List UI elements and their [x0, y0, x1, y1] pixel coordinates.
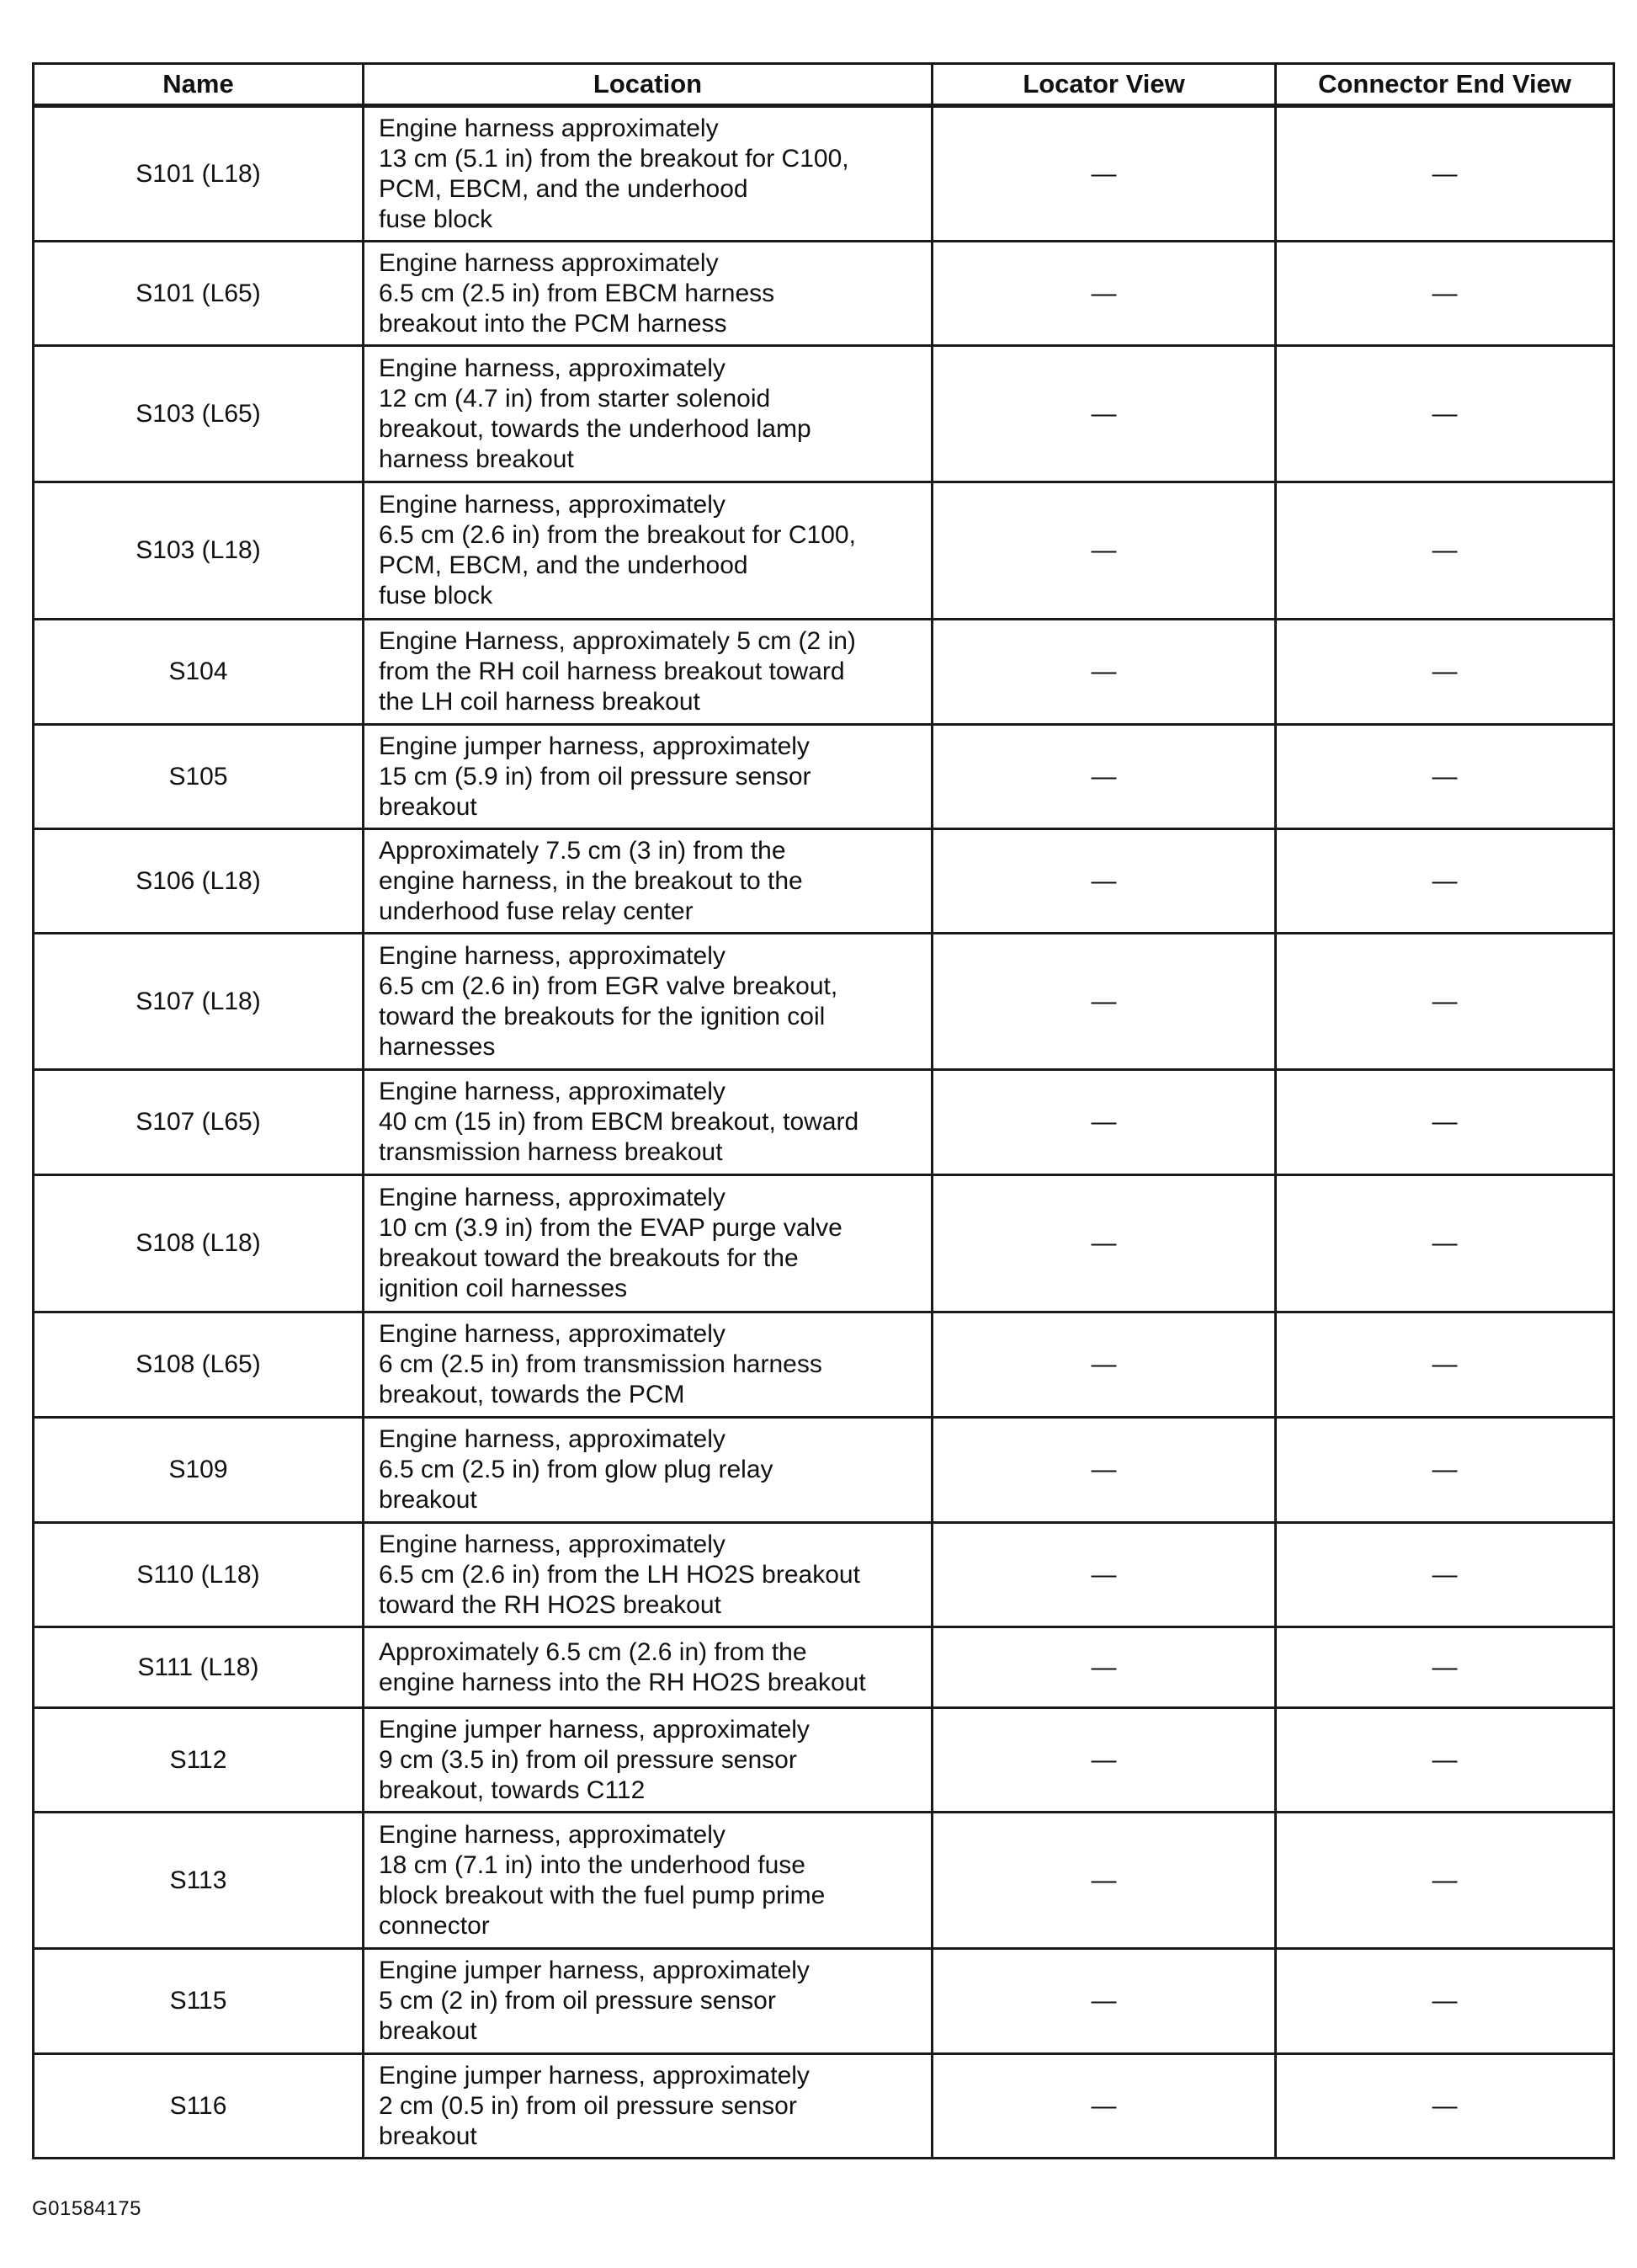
- locator-view-value-cell: [933, 242, 1276, 346]
- locator-view-value-cell: [933, 725, 1276, 829]
- connector-end-view-value-cell: [1276, 2054, 1614, 2159]
- connector-end-view-value-cell: [1276, 1708, 1614, 1813]
- connector-end-view-value: —: [1432, 2091, 1458, 2120]
- locator-view-value: —: [1091, 1866, 1117, 1894]
- table-row: [34, 242, 1614, 346]
- splice-name-cell: [34, 1175, 364, 1312]
- splice-name: S109: [168, 1456, 228, 1483]
- splice-name-cell: [34, 1708, 364, 1813]
- connector-end-view-value-cell: [1276, 242, 1614, 346]
- locator-view-value-cell: [933, 1708, 1276, 1813]
- splice-name-cell: [34, 1523, 364, 1627]
- splice-name: S103 (L18): [136, 536, 261, 564]
- connector-end-view-value-cell: [1276, 829, 1614, 934]
- splice-location: Engine harness, approximately 6.5 cm (2.5 in) from glow plug relay breakout: [379, 1425, 773, 1514]
- splice-name-cell: [34, 829, 364, 934]
- connector-end-view-value: —: [1432, 279, 1458, 307]
- table-row: [34, 620, 1614, 725]
- splice-name: S107 (L65): [136, 1108, 261, 1136]
- splice-location: Engine Harness, approximately 5 cm (2 in) from the RH coil harness breakout toward the LH coil harness breakout: [379, 627, 856, 716]
- splice-location-cell: [364, 1418, 933, 1523]
- locator-view-value: —: [1091, 1560, 1117, 1589]
- locator-view-value-cell: [933, 829, 1276, 934]
- locator-view-value-cell: [933, 1627, 1276, 1708]
- splice-location-cell: [364, 106, 933, 242]
- locator-view-value: —: [1091, 2091, 1117, 2120]
- splice-name: S110 (L18): [136, 1560, 260, 1589]
- locator-view-value: —: [1091, 1745, 1117, 1774]
- connector-end-view-value: —: [1432, 866, 1458, 895]
- locator-view-value-cell: [933, 1418, 1276, 1523]
- connector-end-view-value: —: [1432, 1350, 1458, 1378]
- locator-view-value: —: [1091, 658, 1117, 685]
- splice-location: Engine harness, approximately 40 cm (15 in) from EBCM breakout, toward transmission harness breakout: [379, 1078, 859, 1166]
- header-location: Location: [364, 64, 933, 106]
- splice-name: S101 (L65): [136, 279, 261, 307]
- connector-end-view-value: —: [1432, 1866, 1458, 1894]
- connector-end-view-value: —: [1432, 1745, 1458, 1774]
- locator-view-value-cell: [933, 1949, 1276, 2054]
- splice-name: S101 (L18): [136, 159, 261, 188]
- splice-location-cell: [364, 2054, 933, 2159]
- splice-location-cell: [364, 620, 933, 725]
- splice-location: Engine harness approximately 6.5 cm (2.5 in) from EBCM harness breakout into the PCM harness: [379, 248, 775, 338]
- locator-view-value: —: [1091, 1229, 1117, 1257]
- splice-name: S116: [169, 2091, 227, 2120]
- table-row: [34, 1312, 1614, 1418]
- connector-end-view-value-cell: [1276, 725, 1614, 829]
- splice-location: Engine harness, approximately 6.5 cm (2.6 in) from EGR valve breakout, toward the breakouts for the ignition coil harnesses: [379, 941, 838, 1061]
- connector-end-view-value-cell: [1276, 1418, 1614, 1523]
- connector-end-view-value: —: [1432, 762, 1458, 791]
- splice-location-cell: [364, 242, 933, 346]
- splice-location-table: [32, 62, 1615, 2159]
- locator-view-value-cell: [933, 1070, 1276, 1175]
- table-row: [34, 1708, 1614, 1813]
- splice-location: Engine harness, approximately 6.5 cm (2.6 in) from the breakout for C100, PCM, EBCM, and the underhood fuse block: [379, 491, 856, 610]
- locator-view-value: —: [1091, 987, 1117, 1015]
- splice-location: Engine harness, approximately 6 cm (2.5 in) from transmission harness breakout, towards the PCM: [379, 1320, 822, 1408]
- splice-location-cell: [364, 482, 933, 620]
- table-row: [34, 1523, 1614, 1627]
- table-row: [34, 1175, 1614, 1312]
- splice-location: Engine harness, approximately 10 cm (3.9 in) from the EVAP purge valve breakout toward the breakouts for the ignition coil harnesses: [379, 1184, 842, 1302]
- splice-location: Approximately 7.5 cm (3 in) from the engine harness, in the breakout to the underhood fuse relay center: [379, 836, 803, 925]
- connector-end-view-value-cell: [1276, 1175, 1614, 1312]
- locator-view-value: —: [1091, 1987, 1117, 2015]
- connector-end-view-value: —: [1432, 1108, 1458, 1136]
- splice-location-cell: [364, 1523, 933, 1627]
- connector-end-view-value: —: [1432, 1560, 1458, 1589]
- table-row: [34, 346, 1614, 482]
- table-row: [34, 1070, 1614, 1175]
- locator-view-value: —: [1091, 1108, 1117, 1136]
- splice-location: Engine jumper harness, approximately 5 cm (2 in) from oil pressure sensor breakout: [379, 1957, 810, 2045]
- splice-location-cell: [364, 1708, 933, 1813]
- splice-location: Engine jumper harness, approximately 15 cm (5.9 in) from oil pressure sensor breakout: [379, 732, 811, 821]
- locator-view-value: —: [1091, 1653, 1117, 1681]
- splice-name: S107 (L18): [136, 987, 261, 1015]
- splice-name-cell: [34, 620, 364, 725]
- locator-view-value: —: [1091, 1350, 1117, 1378]
- table-row: [34, 1813, 1614, 1949]
- locator-view-value-cell: [933, 106, 1276, 242]
- splice-name: S106 (L18): [136, 866, 261, 895]
- connector-end-view-value-cell: [1276, 1523, 1614, 1627]
- locator-view-value-cell: [933, 1312, 1276, 1418]
- connector-end-view-value: —: [1432, 1456, 1458, 1483]
- locator-view-value-cell: [933, 1175, 1276, 1312]
- locator-view-value: —: [1091, 279, 1117, 307]
- splice-location: Engine jumper harness, approximately 9 cm (3.5 in) from oil pressure sensor breakout, towards C112: [379, 1715, 810, 1804]
- table-row: [34, 2054, 1614, 2159]
- splice-name-cell: [34, 346, 364, 482]
- header-locator-view: Locator View: [933, 64, 1276, 106]
- connector-end-view-value-cell: [1276, 620, 1614, 725]
- splice-name-cell: [34, 106, 364, 242]
- splice-name: S111 (L18): [137, 1653, 259, 1681]
- table-row: [34, 1418, 1614, 1523]
- splice-name-cell: [34, 1627, 364, 1708]
- connector-end-view-value-cell: [1276, 1949, 1614, 2054]
- splice-location-cell: [364, 934, 933, 1070]
- splice-name-cell: [34, 934, 364, 1070]
- splice-location: Engine harness approximately 13 cm (5.1 in) from the breakout for C100, PCM, EBCM, and the underhood fuse block: [379, 114, 849, 233]
- splice-name: S113: [169, 1866, 227, 1894]
- connector-end-view-value-cell: [1276, 1813, 1614, 1949]
- splice-name: S105: [168, 762, 228, 791]
- splice-location: Engine jumper harness, approximately 2 cm (0.5 in) from oil pressure sensor breakout: [379, 2061, 810, 2150]
- locator-view-value-cell: [933, 1813, 1276, 1949]
- connector-end-view-value: —: [1432, 399, 1458, 428]
- locator-view-value: —: [1091, 1456, 1117, 1483]
- splice-location: Engine harness, approximately 12 cm (4.7 in) from starter solenoid breakout, towards the underhood lamp harness breakout: [379, 354, 811, 473]
- table-header-row: [34, 64, 1614, 106]
- splice-location-cell: [364, 1070, 933, 1175]
- table-row: [34, 829, 1614, 934]
- table-row: [34, 106, 1614, 242]
- locator-view-value-cell: [933, 934, 1276, 1070]
- table-row: [34, 1949, 1614, 2054]
- locator-view-value-cell: [933, 482, 1276, 620]
- splice-name-cell: [34, 1949, 364, 2054]
- locator-view-value-cell: [933, 1523, 1276, 1627]
- locator-view-value: —: [1091, 866, 1117, 895]
- splice-name-cell: [34, 1418, 364, 1523]
- splice-location: Engine harness, approximately 6.5 cm (2.6 in) from the LH HO2S breakout toward the RH HO2S breakout: [379, 1530, 860, 1619]
- connector-end-view-value: —: [1432, 658, 1458, 685]
- locator-view-value: —: [1091, 536, 1117, 564]
- splice-name: S108 (L65): [136, 1350, 261, 1378]
- locator-view-value-cell: [933, 2054, 1276, 2159]
- connector-end-view-value: —: [1432, 987, 1458, 1015]
- splice-location-cell: [364, 1175, 933, 1312]
- splice-location-cell: [364, 1949, 933, 2054]
- locator-view-value: —: [1091, 159, 1117, 188]
- table-row: [34, 934, 1614, 1070]
- connector-end-view-value: —: [1432, 159, 1458, 188]
- connector-end-view-value-cell: [1276, 934, 1614, 1070]
- splice-location-cell: [364, 1312, 933, 1418]
- table-row: [34, 482, 1614, 620]
- splice-location-cell: [364, 346, 933, 482]
- splice-location-cell: [364, 1627, 933, 1708]
- header-name: Name: [34, 64, 364, 106]
- table-row: [34, 725, 1614, 829]
- splice-name-cell: [34, 1813, 364, 1949]
- splice-name-cell: [34, 725, 364, 829]
- splice-name-cell: [34, 1070, 364, 1175]
- locator-view-value-cell: [933, 620, 1276, 725]
- splice-name: S112: [169, 1745, 227, 1774]
- splice-name: S108 (L18): [136, 1229, 261, 1257]
- connector-end-view-value: —: [1432, 1987, 1458, 2015]
- connector-end-view-value-cell: [1276, 482, 1614, 620]
- splice-location-cell: [364, 725, 933, 829]
- splice-location-cell: [364, 1813, 933, 1949]
- locator-view-value: —: [1091, 762, 1117, 791]
- splice-name-cell: [34, 242, 364, 346]
- connector-end-view-value: —: [1432, 536, 1458, 564]
- splice-name: S103 (L65): [136, 399, 261, 428]
- locator-view-value: —: [1091, 399, 1117, 428]
- splice-location: Approximately 6.5 cm (2.6 in) from the engine harness into the RH HO2S breakout: [379, 1637, 866, 1696]
- splice-name-cell: [34, 1312, 364, 1418]
- figure-id: G01584175: [32, 2197, 141, 2220]
- splice-name: S115: [169, 1987, 227, 2015]
- header-connector-end-view: Connector End View: [1276, 64, 1614, 106]
- locator-view-value-cell: [933, 346, 1276, 482]
- splice-location: Engine harness, approximately 18 cm (7.1 in) into the underhood fuse block breakout with the fuel pump prime connector: [379, 1820, 826, 1940]
- splice-location-cell: [364, 829, 933, 934]
- connector-end-view-value-cell: [1276, 106, 1614, 242]
- splice-name: S104: [168, 658, 228, 685]
- connector-end-view-value-cell: [1276, 1627, 1614, 1708]
- table-row: [34, 1627, 1614, 1708]
- connector-end-view-value-cell: [1276, 346, 1614, 482]
- connector-end-view-value: —: [1432, 1229, 1458, 1257]
- connector-end-view-value-cell: [1276, 1312, 1614, 1418]
- splice-name-cell: [34, 482, 364, 620]
- connector-end-view-value-cell: [1276, 1070, 1614, 1175]
- splice-name-cell: [34, 2054, 364, 2159]
- connector-end-view-value: —: [1432, 1653, 1458, 1681]
